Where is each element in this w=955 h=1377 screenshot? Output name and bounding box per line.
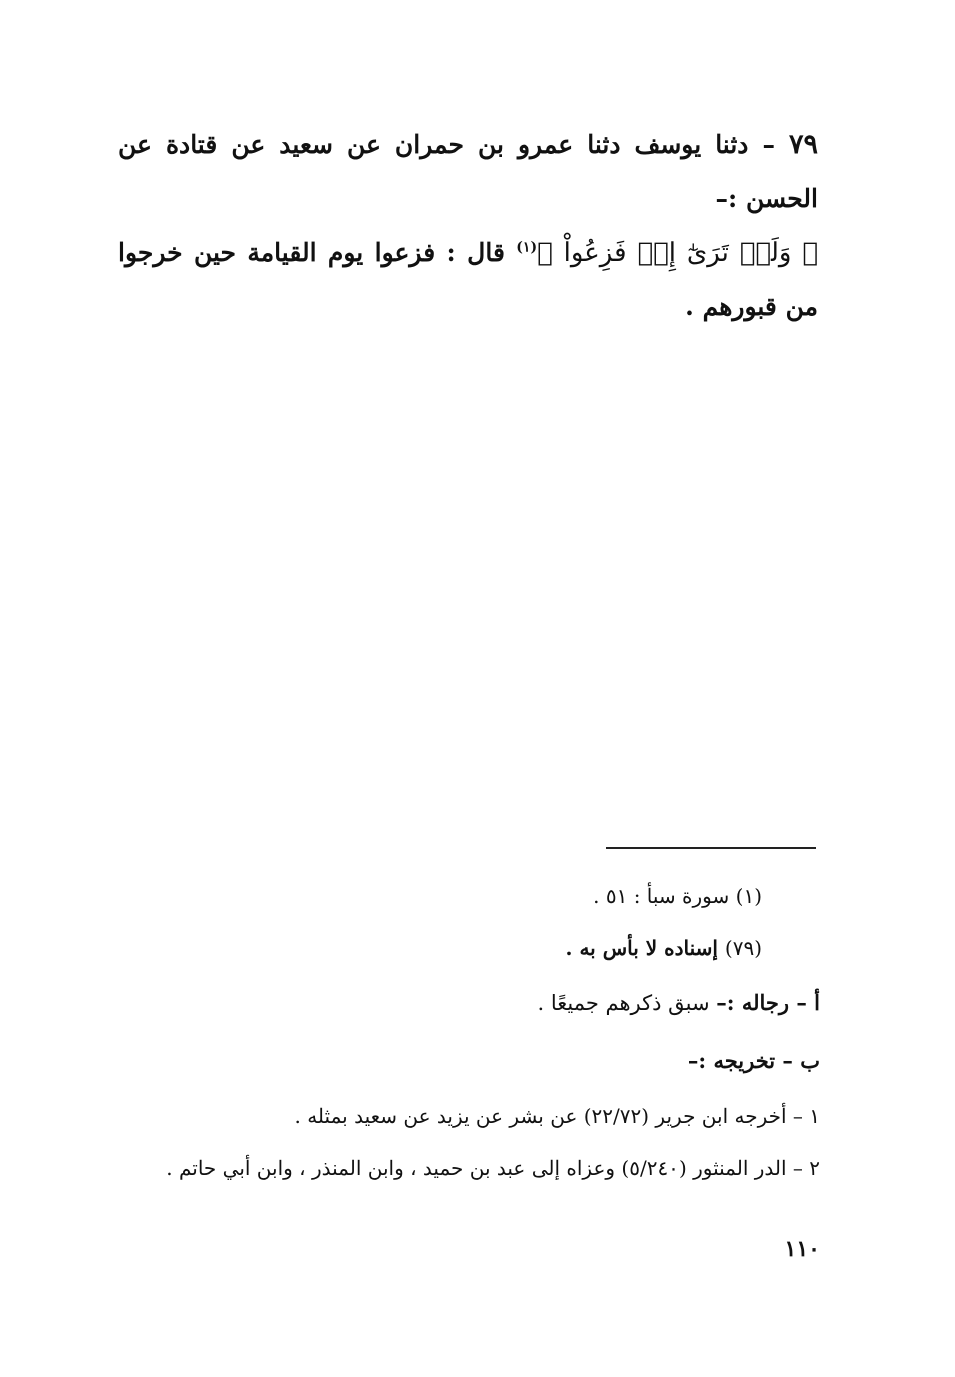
quran-quote <box>537 238 818 268</box>
takhrij-item-2: ٢ – الدر المنثور (٥/٢٤٠) وعزاه إلى عبد بن حميد ، وابن المنذر ، وابن أبي حاتم . <box>166 1156 820 1180</box>
takhrij-label: ب – تخريجه :– <box>687 1048 820 1073</box>
footnote-divider <box>606 847 816 849</box>
hadith-commentary: قال : فزعوا يوم القيامة حين خرجوا من قبورهم . <box>118 238 818 321</box>
hadith-isnad: – دثنا يوسف دثنا عمرو بن حمران عن سعيد عن قتادة عن الحسن :– <box>118 130 818 213</box>
rijal-label: أ – رجاله :– <box>716 990 820 1015</box>
rijal-text: سبق ذكرهم جميعًا . <box>537 991 717 1015</box>
page-number: ١١٠ <box>784 1236 820 1262</box>
footnote-79-number: (٧٩) <box>724 936 762 960</box>
takhrij-section <box>110 1032 820 1090</box>
quran-verse: وَلَوۡ تَرَىٰٓ إِذۡ فَزِعُواْ <box>552 238 803 268</box>
rijal-section <box>110 974 820 1032</box>
takhrij-item-1: ١ – أخرجه ابن جرير (٢٢/٧٢) عن بشر عن يزيد عن سعيد بمثله . <box>294 1104 820 1128</box>
hadith-text <box>118 118 818 334</box>
hadith-number: ٧٩ <box>788 129 818 160</box>
footnote-reference: (١) <box>516 239 538 256</box>
footnotes-section <box>110 870 820 1194</box>
footnote-1: (١) سورة سبأ : ٥١ . <box>593 884 762 908</box>
footnote-79-text: إسناده لا بأس به . <box>565 936 725 960</box>
quran-bracket-open: ﴿ <box>802 238 818 268</box>
footnote-79 <box>110 922 820 974</box>
quran-bracket-close: ﴾ <box>537 238 553 268</box>
